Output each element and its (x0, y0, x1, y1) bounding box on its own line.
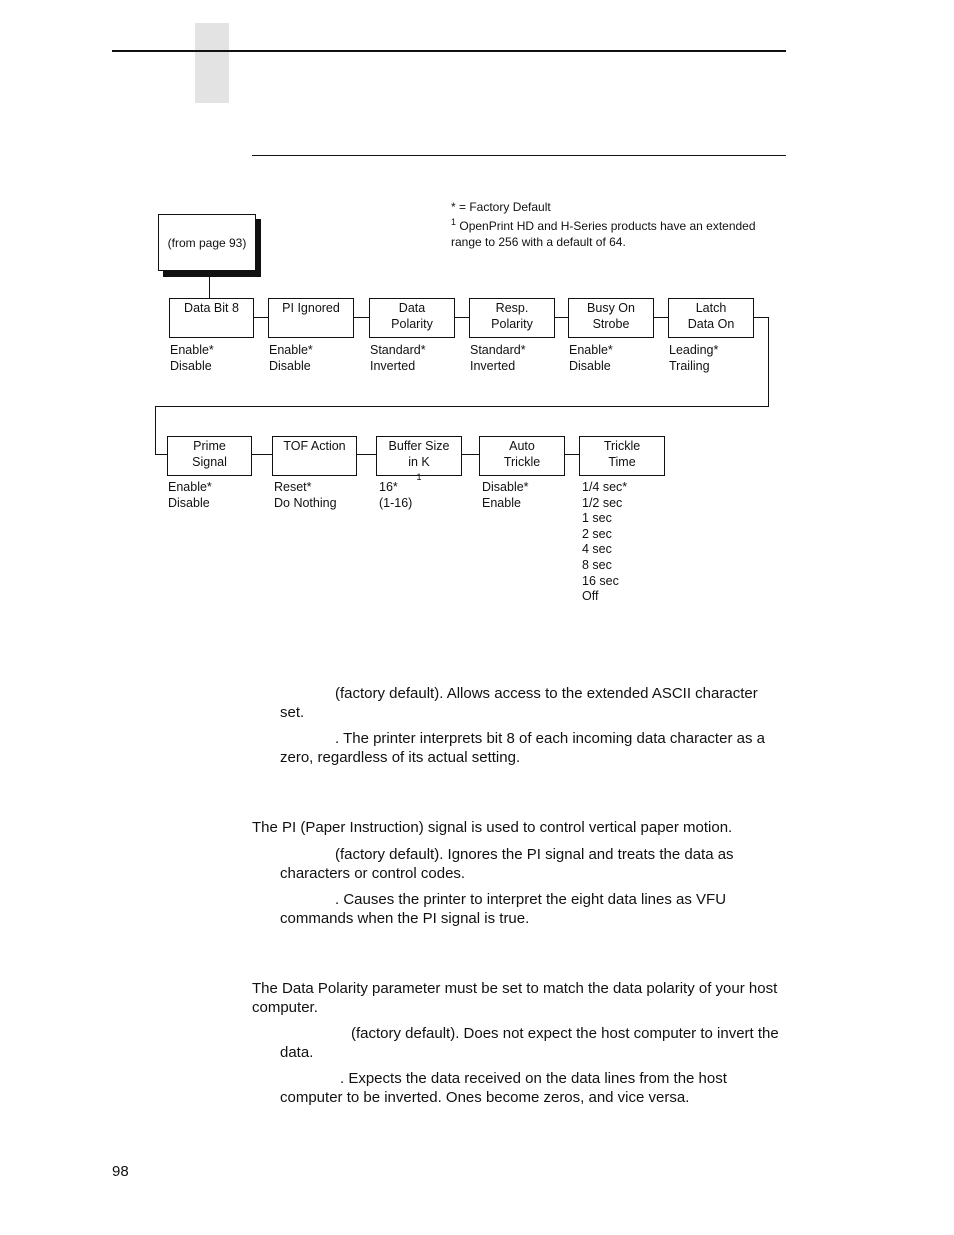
options-prime-signal: Enable* Disable (168, 480, 212, 510)
connector (754, 317, 768, 318)
paragraph-data-polarity-intro: The Data Polarity parameter must be set to match the data polarity of your host computer. (252, 980, 778, 1016)
options-data-polarity: Standard* Inverted (370, 343, 426, 373)
connector (768, 317, 769, 407)
options-resp-polarity: Standard* Inverted (470, 343, 526, 373)
options-buffer-size: 16* (1-16) (379, 480, 413, 510)
options-data-bit-8: Enable* Disable (170, 343, 214, 373)
options-tof-action: Reset* Do Nothing (274, 480, 337, 510)
paragraph-data-polarity-inverted: . Expects the data received on the data lines from the host computer to be inverted. Ones become zeros, and vice versa. (280, 1070, 727, 1106)
connector (254, 317, 268, 318)
menu-box-busy-on-strobe: Busy On Strobe (568, 298, 654, 338)
connector (155, 406, 156, 455)
paragraph-pi-disable: . Causes the printer to interpret the eight data lines as VFU commands when the PI signal is true. (280, 891, 727, 927)
connector (555, 317, 568, 318)
page-number: 98 (112, 1163, 129, 1180)
header-rule (112, 50, 786, 52)
paragraph-pi-intro: The PI (Paper Instruction) signal is used to control vertical paper motion. (252, 819, 733, 836)
menu-box-data-polarity: Data Polarity (369, 298, 455, 338)
menu-box-tof-action: TOF Action (272, 436, 357, 476)
menu-box-prime-signal: Prime Signal (167, 436, 252, 476)
connector (252, 454, 272, 455)
factory-default-note: * = Factory Default (451, 200, 551, 214)
connector (462, 454, 479, 455)
connector (155, 454, 167, 455)
connector (354, 317, 369, 318)
paragraph-data-polarity-standard: (factory default). Does not expect the host computer to invert the data. (280, 1025, 779, 1061)
paragraph-pi-enable: (factory default). Ignores the PI signal and treats the data as characters or control codes. (280, 846, 734, 882)
options-auto-trickle: Disable* Enable (482, 480, 529, 510)
paragraph-data-bit-8-disable: . The printer interprets bit 8 of each incoming data character as a zero, regardless of its actual setting. (280, 730, 765, 766)
connector (357, 454, 376, 455)
connector (155, 406, 769, 407)
menu-box-auto-trickle: Auto Trickle (479, 436, 565, 476)
connector (455, 317, 469, 318)
options-pi-ignored: Enable* Disable (269, 343, 313, 373)
chapter-tab (195, 23, 229, 103)
connector (565, 454, 579, 455)
menu-box-trickle-time: Trickle Time (579, 436, 665, 476)
menu-box-pi-ignored: PI Ignored (268, 298, 354, 338)
from-page-box: (from page 93) (158, 214, 256, 271)
connector (209, 277, 210, 298)
menu-box-buffer-size: Buffer Size in K $^1$ (376, 436, 462, 476)
options-trickle-time: 1/4 sec* 1/2 sec 1 sec 2 sec 4 sec 8 sec 16 sec Off (582, 480, 628, 604)
paragraph-data-bit-8-enable: (factory default). Allows access to the extended ASCII character set. (280, 685, 758, 721)
options-busy-on-strobe: Enable* Disable (569, 343, 613, 373)
menu-box-latch-data-on: Latch Data On (668, 298, 754, 338)
menu-box-data-bit-8: Data Bit 8 (169, 298, 254, 338)
connector (654, 317, 668, 318)
menu-box-resp-polarity: Resp. Polarity (469, 298, 555, 338)
section-rule (252, 155, 786, 156)
footnote: $^1$ OpenPrint HD and H-Series products have an extended range to 256 with a default of 64. (451, 217, 756, 249)
options-latch-data-on: Leading* Trailing (669, 343, 719, 373)
